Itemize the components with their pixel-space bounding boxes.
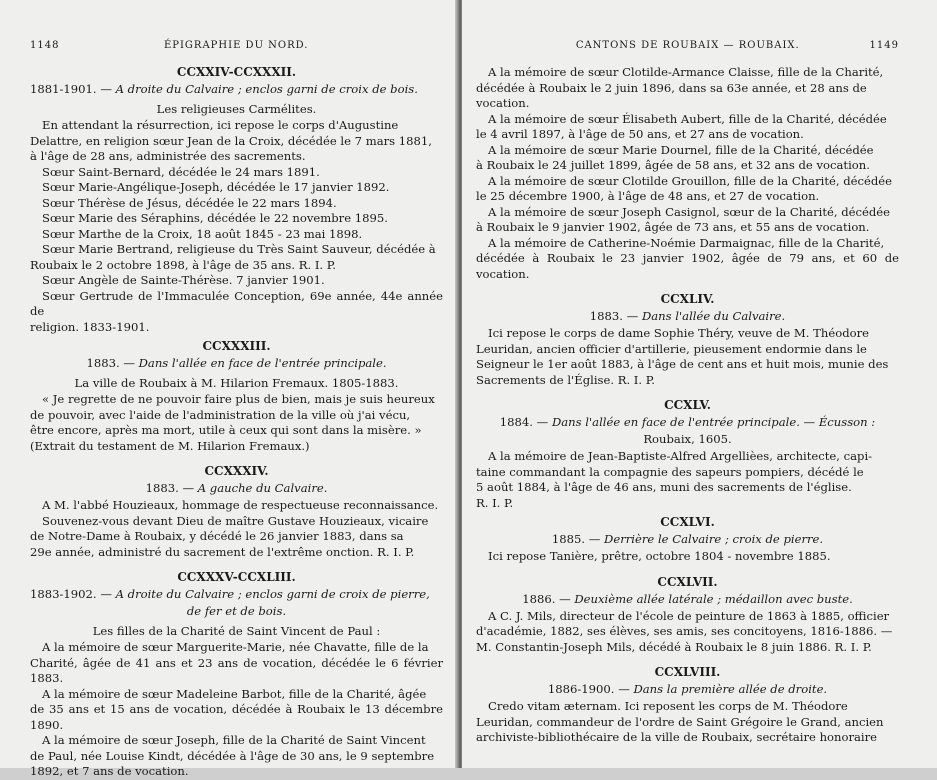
location-cont: Roubaix, 1605. (643, 432, 732, 446)
text-line: M. Constantin-Joseph Mils, décédé à Roubaix le 8 juin 1886. R. I. P. (476, 639, 872, 654)
subheading: La ville de Roubaix à M. Hilarion Fremaux. 1805-1883. (74, 376, 399, 390)
text-line: Souvenez-vous devant Dieu de maître Gustave Houzieaux, vicaire (42, 513, 429, 528)
section-dateline (476, 415, 899, 430)
text-line: être encore, après ma mort, utile à ceux qui sont dans la misère. » (30, 423, 422, 437)
location: — Dans l'allée en face de l'entrée principale. (123, 356, 387, 370)
text-line: Roubaix le 2 octobre 1898, à l'âge de 35 ans. R. I. P. (30, 257, 336, 272)
section-ccxlvi (476, 515, 899, 565)
text-line: (Extrait du testament de M. Hilarion Fremaux.) (30, 438, 310, 453)
section-heading: CCXLIV. (660, 292, 715, 306)
section-heading: CCXLVIII. (654, 665, 721, 679)
section-heading: CCXXXIV. (204, 464, 269, 478)
text-line: le 4 avril 1897, à l'âge de 50 ans, et 27 ans de vocation. (476, 127, 804, 141)
text-line: Charité, âgée de 41 ans et 23 ans de vocation, décédée le 6 février 1883. (30, 655, 443, 685)
location: — Dans l'allée du Calvaire. (626, 309, 786, 323)
section-dateline (476, 682, 899, 697)
section-ccxxiv (30, 65, 443, 335)
section-ccxlviii (476, 665, 899, 746)
date: 1885. (551, 532, 586, 546)
text-line: A la mémoire de sœur Madeleine Barbot, fille de la Charité, âgée (42, 686, 427, 701)
text-line: Sœur Saint-Bernard, décédée le 24 mars 1891. (42, 164, 320, 179)
text-line: religion. 1833-1901. (30, 319, 150, 334)
subheading: Les religieuses Carmélites. (156, 102, 317, 116)
date: 1881-1901. (30, 82, 97, 96)
text-line: Leuridan, ancien officier d'artillerie, pieusement endormie dans le (476, 341, 867, 356)
text-line: Delattre, en religion sœur Jean de la Croix, décédée le 7 mars 1881, (30, 133, 432, 148)
text-line: A la mémoire de sœur Marguerite-Marie, née Chavatte, fille de la (42, 640, 429, 654)
right-header-title: CANTONS DE ROUBAIX — ROUBAIX. (575, 40, 800, 51)
section-dateline (30, 587, 443, 602)
text-line: archiviste-bibliothécaire de la ville de Roubaix, secrétaire honoraire (476, 730, 878, 744)
text-line: « Je regrette de ne pouvoir faire plus de bien, mais je suis heureux (42, 392, 435, 406)
text-line: Ici repose le corps de dame Sophie Théry, veuve de M. Théodore (488, 326, 870, 340)
section-dateline-cont (476, 432, 899, 447)
section-heading: CCXXIV-CCXXXII. (176, 65, 297, 79)
section-dateline (476, 309, 899, 324)
section-ccxxxv (30, 570, 443, 780)
subheading: Les filles de la Charité de Saint Vincent de Paul : (92, 624, 381, 638)
section-heading: CCXXXV-CCXLIII. (177, 570, 296, 584)
left-page-number: 1148 (30, 40, 60, 51)
text-line: Seigneur le 1er août 1883, à l'âge de cent ans et huit mois, munie des (476, 357, 889, 371)
date: 1883. (145, 481, 179, 495)
text-line: de 35 ans et 15 ans de vocation, décédée à Roubaix le 13 décembre 1890. (30, 702, 443, 732)
text-line: taine commandant la compagnie des sapeurs pompiers, décédé le (476, 464, 864, 479)
section-dateline (30, 82, 443, 97)
section-ccxlv (476, 398, 899, 511)
text-line: décédée à Roubaix le 2 juin 1896, dans sa 63e année, et 28 ans de (476, 80, 867, 95)
text-line: Ici repose Tanière, prêtre, octobre 1804 - novembre 1885. (488, 549, 831, 563)
text-line: A M. l'abbé Houzieaux, hommage de respectueuse reconnaissance. (42, 498, 439, 512)
text-line: 5 août 1884, à l'âge de 46 ans, muni des sacrements de l'église. (476, 480, 852, 494)
section-heading: CCXLV. (664, 398, 711, 412)
date: 1883. (589, 309, 623, 323)
text-line: décédée à Roubaix le 23 janvier 1902, âgée de 79 ans, et 60 de vocation. (476, 251, 899, 281)
text-line: A la mémoire de sœur Joseph Casignol, sœur de la Charité, décédée (488, 204, 891, 219)
section-dateline (30, 481, 443, 496)
location: — A droite du Calvaire ; enclos garni de croix de pierre, (100, 587, 430, 601)
text-line: Sœur Marthe de la Croix, 18 août 1845 - 23 mai 1898. (42, 226, 363, 241)
text-line: Sœur Thérèse de Jésus, décédée le 22 mars 1894. (42, 195, 337, 210)
text-line: Sœur Marie-Angélique-Joseph, décédée le 17 janvier 1892. (42, 180, 390, 194)
text-line: de Paul, née Louise Kindt, décédée à l'âge de 30 ans, le 9 septembre (30, 748, 435, 763)
text-line: à Roubaix le 9 janvier 1902, âgée de 73 ans, et 55 ans de vocation. (476, 220, 870, 234)
section-heading: CCXLVII. (657, 574, 718, 589)
text-line: Sœur Gertrude de l'Immaculée Conception, 69e année, 44e année de (30, 288, 443, 318)
text-line: R. I. P. (476, 495, 514, 510)
section-ccxlvii (476, 575, 899, 656)
location: — Dans l'allée en face de l'entrée principale. — Écusson : (536, 415, 876, 429)
text-line: A la mémoire de sœur Joseph, fille de la Charité de Saint Vincent (42, 733, 426, 747)
location: — A droite du Calvaire ; enclos garni de croix de bois. (100, 82, 418, 96)
text-line: le 25 décembre 1900, à l'âge de 48 ans, et 27 de vocation. (476, 189, 820, 203)
section-ccxxxiii (30, 339, 443, 454)
location: — A gauche du Calvaire. (182, 481, 328, 495)
text-line: A la mémoire de Catherine-Noémie Darmaignac, fille de la Charité, (488, 235, 885, 250)
location-cont: de fer et de bois. (186, 604, 287, 618)
text-line: En attendant la résurrection, ici repose le corps d'Augustine (42, 118, 399, 132)
section-ccxliv (476, 292, 899, 388)
section-heading: CCXXXIII. (202, 339, 271, 353)
text-line: A la mémoire de Jean-Baptiste-Alfred Argellièes, architecte, capi- (488, 449, 873, 463)
section-dateline-cont (30, 604, 443, 619)
section-dateline (476, 532, 899, 547)
section-dateline (476, 592, 899, 607)
right-page (462, 0, 937, 768)
text-line: Sacrements de l'Église. R. I. P. (476, 372, 655, 387)
text-line: A la mémoire de sœur Clotilde-Armance Claisse, fille de la Charité, (488, 65, 884, 79)
location: — Derrière le Calvaire ; croix de pierre. (588, 532, 824, 546)
section-dateline (30, 356, 443, 371)
text-line: Sœur Marie Bertrand, religieuse du Très Saint Sauveur, décédée à (42, 242, 436, 256)
location: — Dans la première allée de droite. (618, 682, 828, 696)
text-line: A la mémoire de sœur Élisabeth Aubert, fille de la Charité, décédée (488, 111, 887, 126)
text-line: A C. J. Mils, directeur de l'école de peinture de 1863 à 1885, officier (488, 608, 890, 623)
date: 1886. (522, 591, 556, 606)
text-line: A la mémoire de sœur Clotilde Grouillon, fille de la Charité, décédée (488, 173, 892, 188)
text-line: d'académie, 1882, ses élèves, ses amis, ses concitoyens, 1816-1886. — (476, 624, 893, 638)
text-line: 1892, et 7 ans de vocation. (30, 764, 189, 778)
text-line: à Roubaix le 24 juillet 1899, âgée de 58 ans, et 32 ans de vocation. (476, 158, 870, 172)
location: — Deuxième allée latérale ; médaillon avec buste. (559, 591, 853, 606)
section-ccxxxiv (30, 464, 443, 560)
date: 1883. (86, 356, 120, 370)
text-line: Leuridan, commandeur de l'ordre de Saint Grégoire le Grand, ancien (476, 714, 884, 729)
date: 1883-1902. (30, 587, 97, 601)
right-running-head (476, 40, 899, 51)
text-line: de pouvoir, avec l'aide de l'administration de la ville où j'ai vécu, (30, 407, 411, 422)
text-line: vocation. (476, 96, 530, 110)
text-line: à l'âge de 28 ans, administrée des sacrements. (30, 149, 306, 163)
text-line: Sœur Angèle de Sainte-Thérèse. 7 janvier 1901. (42, 273, 325, 287)
text-line: A la mémoire de sœur Marie Dournel, fille de la Charité, décédée (488, 142, 874, 157)
right-page-number: 1149 (869, 40, 899, 51)
section-heading: CCXLVI. (660, 515, 715, 529)
text-line: de Notre-Dame à Roubaix, y décédé le 26 janvier 1883, dans sa (30, 529, 404, 543)
text-line: Sœur Marie des Séraphins, décédée le 22 novembre 1895. (42, 211, 388, 225)
left-header-title: ÉPIGRAPHIE DU NORD. (163, 40, 309, 51)
section-continued (476, 65, 899, 282)
date: 1884. (499, 415, 533, 429)
text-line: 29e année, administré du sacrement de l'extrême onction. R. I. P. (30, 544, 415, 559)
date: 1886-1900. (547, 682, 615, 696)
left-running-head (30, 40, 443, 51)
left-page (0, 0, 457, 778)
text-line: Credo vitam æternam. Ici reposent les corps de M. Théodore (488, 699, 848, 713)
